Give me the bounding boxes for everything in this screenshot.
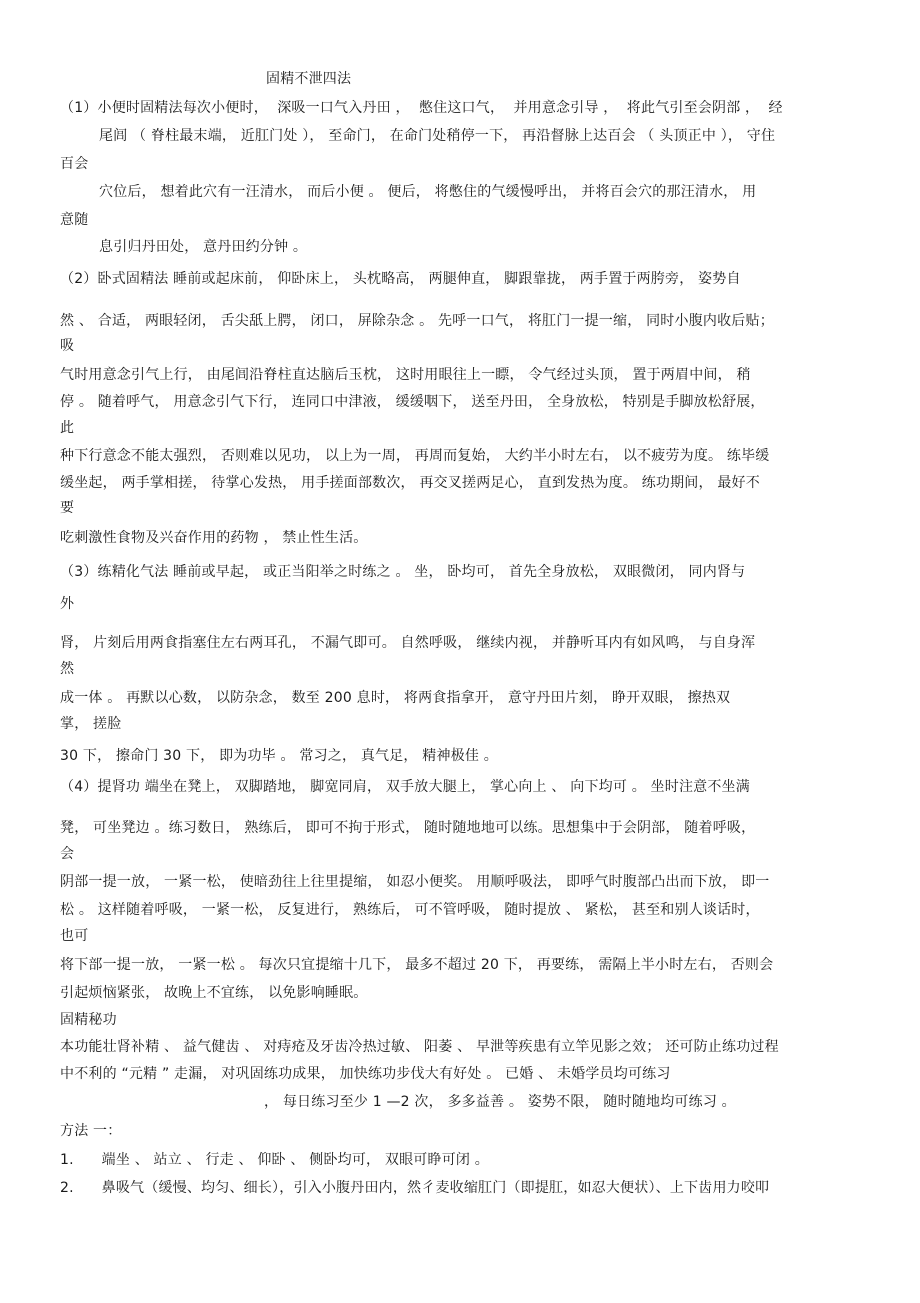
text-line: 然 、 合适， 两眼轻闭， 舌尖舐上腭， 闭口， 屏除杂念 。 先呼一口气， 将肛门一提一缩， 同时小腹内收后贴； xyxy=(60,313,774,329)
method-heading: 方法 一： xyxy=(60,1123,122,1139)
list-item: 2. 鼻吸气（缓慢、均匀、细长），引入小腹丹田内，然彳麦收缩肛门（即提肛，如忍大便状）、上下齿用力咬叩 xyxy=(60,1180,770,1196)
text-line: 外 xyxy=(60,596,75,612)
text-line: （3）练精化气法 睡前或早起， 或正当阳举之时练之 。 坐， 卧均可， 首先全身放松， 双眼微闭， 同内肾与 xyxy=(60,564,746,580)
text-line: 气时用意念引气上行， 由尾闾沿脊柱直达脑后玉枕， 这时用眼往上一瞟， 令气经过头顶， 置于两眉中间， 稍 xyxy=(60,367,751,383)
text-line: 缓坐起， 两手掌相搓， 待掌心发热， 用手搓面部数次， 再交叉搓两足心， 直到发热为度。 练功期间， 最好不 xyxy=(60,475,760,491)
list-item: 1. 端坐 、 站立 、 行走 、 仰卧 、 侧卧均可， 双眼可睁可闭 。 xyxy=(60,1152,489,1168)
text-line: （2）卧式固精法 睡前或起床前， 仰卧床上， 头枕略高， 两腿伸直， 脚跟靠拢， 两手置于两胯旁， 姿势自 xyxy=(60,271,741,287)
text-line: 阴部一提一放， 一紧一松， 使暗劲往上往里提缩， 如忍小便奖。 用顺呼吸法， 即呼气时腹部凸出而下放， 即一 xyxy=(60,874,770,890)
text-line: （1）小便时固精法每次小便时， 深吸一口气入丹田 ， 憋住这口气， 并用意念引导 ， 将此气引至会阴部 ， 经 xyxy=(60,100,783,116)
text-line: 引起烦恼紧张， 故晚上不宜练， 以免影响睡眠。 xyxy=(60,985,368,1001)
text-line: 松 。 这样随着呼吸， 一紧一松， 反复进行， 熟练后， 可不管呼吸， 随时提放 、 紧松， 甚至和别人谈话时， xyxy=(60,902,760,918)
text-line: 吃刺激性食物及兴奋作用的药物 ， 禁止性生活。 xyxy=(60,530,368,546)
text-line: 中不利的 “元精 ” 走漏， 对巩固练功成果， 加快练功步伐大有好处 。 已婚 、 未婚学员均可练习 xyxy=(60,1066,671,1082)
text-line: 掌， 搓脸 xyxy=(60,716,122,732)
text-line: 本功能壮肾补精 、 益气健齿 、 对痔疮及牙齿冷热过敏、 阳萎 、 早泄等疾患有立竿见影之效； 还可防止练功过程 xyxy=(60,1039,779,1055)
text-line: 停 。 随着呼气， 用意念引气下行， 连同口中津液， 缓缓咽下， 送至丹田， 全身放松， 特别是手脚放松舒展， xyxy=(60,394,765,410)
text-line: 也可 xyxy=(60,928,89,944)
text-line: 穴位后， 想着此穴有一汪清水， 而后小便 。 便后， 将憋住的气缓慢呼出， 并将百会穴的那汪清水， 用 xyxy=(99,184,757,200)
text-line: 然 xyxy=(60,661,75,677)
text-line: 30 下， 擦命门 30 下， 即为功毕 。 常习之， 真气足， 精神极佳 。 xyxy=(60,748,498,764)
text-line: 将下部一提一放， 一紧一松 。 每次只宜提缩十几下， 最多不超过 20 下， 再要练， 需隔上半小时左右， 否则会 xyxy=(60,957,774,973)
text-line: 此 xyxy=(60,420,75,436)
text-line: 吸 xyxy=(60,338,75,354)
text-line: 百会 xyxy=(60,156,89,172)
text-line: 肾， 片刻后用两食指塞住左右两耳孔， 不漏气即可。 自然呼吸， 继续内视， 并静听耳内有如风鸣， 与自身浑 xyxy=(60,635,756,651)
section-heading: 固精秘功 xyxy=(60,1012,117,1028)
text-line: ， 每日练习至少 1 —2 次， 多多益善 。 姿势不限， 随时随地均可练习 。 xyxy=(264,1094,736,1110)
text-line: 要 xyxy=(60,500,75,516)
text-line: 成一体 。 再默以心数， 以防杂念， 数至 200 息时， 将两食指拿开， 意守丹田片刻， 睁开双眼， 擦热双 xyxy=(60,690,731,706)
text-line: 息引归丹田处， 意丹田约分钟 。 xyxy=(99,239,308,255)
text-line: 尾闾 （ 脊柱最末端， 近肛门处 ）， 至命门， 在命门处稍停一下， 再沿督脉上达百会 （ 头顶正中 ）， 守住 xyxy=(99,128,776,144)
text-line: 会 xyxy=(60,846,75,862)
text-line: 种下行意念不能太强烈， 否则难以见功， 以上为一周， 再周而复始， 大约半小时左右， 以不疲劳为度。 练毕缓 xyxy=(60,448,770,464)
text-line: 凳， 可坐凳边 。练习数日， 熟练后， 即可不拘于形式， 随时随地地可以练。思想集中于会阴部， 随着呼吸， xyxy=(60,820,756,836)
document-title: 固精不泄四法 xyxy=(266,71,352,87)
text-line: （4）提肾功 端坐在凳上， 双脚踏地， 脚宽同肩， 双手放大腿上， 掌心向上 、 向下均可 。 坐时注意不坐满 xyxy=(60,779,750,795)
text-line: 意随 xyxy=(60,212,89,228)
